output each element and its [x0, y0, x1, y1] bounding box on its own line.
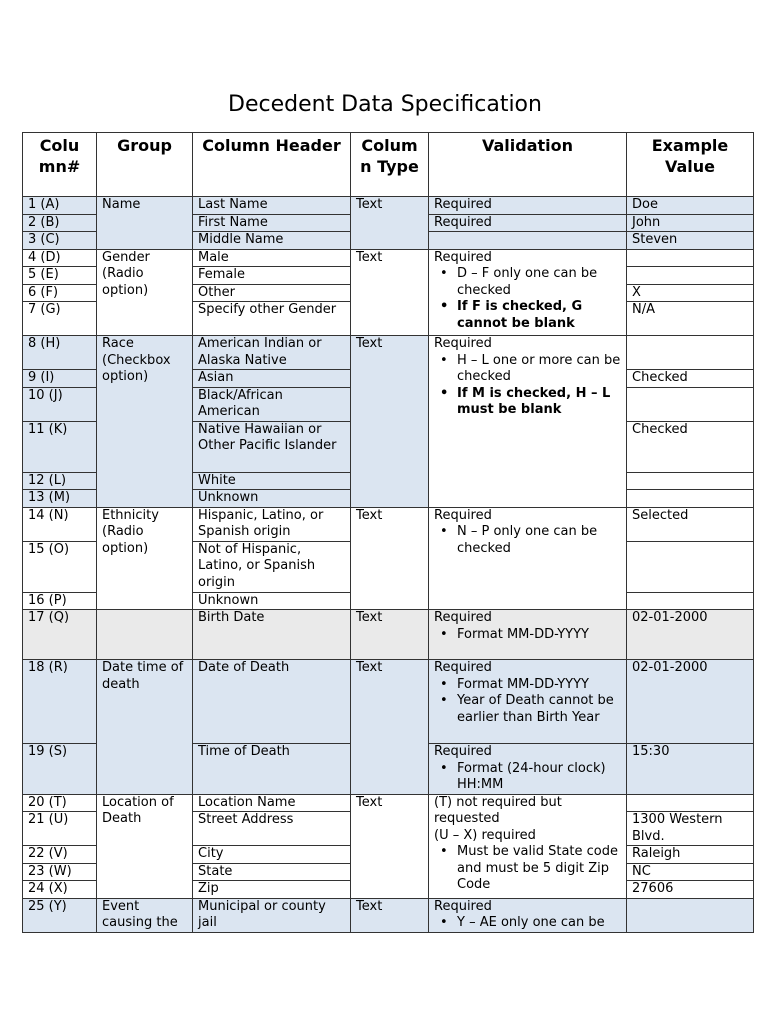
- header-row: [23, 133, 754, 197]
- group-cell: Date time of death: [97, 660, 193, 795]
- validation-bullet: • If F is checked, G cannot be blank: [434, 299, 621, 332]
- example-cell: [627, 267, 754, 285]
- validation-bullet: • Y – AE only one can be: [434, 915, 621, 932]
- example-cell: [627, 794, 754, 812]
- col-number: 5 (E): [23, 267, 97, 285]
- validation-bullet: • D – F only one can be checked: [434, 266, 621, 299]
- example-cell: [627, 249, 754, 267]
- example-cell: 02-01-2000: [627, 610, 754, 660]
- example-cell: Raleigh: [627, 846, 754, 864]
- col-number: 1 (A): [23, 197, 97, 215]
- col-header-type: Colum n Type: [351, 133, 429, 197]
- column-header-cell: White: [193, 472, 351, 490]
- col-number: 17 (Q): [23, 610, 97, 660]
- validation-cell: [429, 232, 627, 250]
- spec-table: [22, 132, 754, 933]
- validation-cell: [429, 794, 627, 898]
- validation-bullet: • H – L one or more can be checked: [434, 353, 621, 386]
- table-row: [23, 249, 754, 267]
- validation-required: Required: [434, 249, 492, 265]
- column-header-cell: Street Address: [193, 812, 351, 846]
- col-number: 9 (I): [23, 370, 97, 388]
- col-number: 23 (W): [23, 863, 97, 881]
- col-number: 14 (N): [23, 507, 97, 541]
- col-header-example: Example Value: [627, 133, 754, 197]
- validation-bullet: • Must be valid State code and must be 5 digit Zip Code: [434, 844, 621, 894]
- column-header-cell: Time of Death: [193, 744, 351, 795]
- column-header-cell: Other: [193, 284, 351, 302]
- col-number: 4 (D): [23, 249, 97, 267]
- col-number: 15 (O): [23, 541, 97, 592]
- col-number: 19 (S): [23, 744, 97, 795]
- group-cell: Location of Death: [97, 794, 193, 898]
- col-number: 21 (U): [23, 812, 97, 846]
- col-number: 18 (R): [23, 660, 97, 744]
- column-header-cell: Asian: [193, 370, 351, 388]
- example-cell: [627, 472, 754, 490]
- validation-cell: [429, 898, 627, 932]
- validation-cell: [429, 507, 627, 610]
- group-cell: Event causing the: [97, 898, 193, 932]
- validation-required: Required: [434, 610, 492, 625]
- column-header-cell: Unknown: [193, 490, 351, 508]
- validation-required: Required: [434, 507, 492, 523]
- validation-cell: Required: [429, 197, 627, 215]
- example-cell: 1300 Western Blvd.: [627, 812, 754, 846]
- example-cell: John: [627, 214, 754, 232]
- table-row: [23, 660, 754, 744]
- col-number: 2 (B): [23, 214, 97, 232]
- column-header-cell: Not of Hispanic, Latino, or Spanish origin: [193, 541, 351, 592]
- col-number: 11 (K): [23, 421, 97, 472]
- example-cell: Selected: [627, 507, 754, 541]
- validation-cell: [429, 744, 627, 795]
- validation-required: Required: [434, 744, 492, 759]
- validation-line: (U – X) required: [434, 827, 536, 843]
- validation-required: Required: [434, 660, 492, 675]
- validation-line: (T) not required but requested: [434, 794, 562, 826]
- validation-cell: [429, 610, 627, 660]
- col-number: 25 (Y): [23, 898, 97, 932]
- validation-cell: [429, 660, 627, 744]
- col-number: 10 (J): [23, 387, 97, 421]
- column-header-cell: Last Name: [193, 197, 351, 215]
- group-cell: Name: [97, 197, 193, 250]
- validation-bullet: • N – P only one can be checked: [434, 524, 621, 557]
- group-cell: Race (Checkbox option): [97, 336, 193, 508]
- column-header-cell: Hispanic, Latino, or Spanish origin: [193, 507, 351, 541]
- column-header-cell: Middle Name: [193, 232, 351, 250]
- example-cell: 02-01-2000: [627, 660, 754, 744]
- column-header-cell: Zip: [193, 881, 351, 899]
- example-cell: Checked: [627, 370, 754, 388]
- table-row: [23, 336, 754, 370]
- col-number: 3 (C): [23, 232, 97, 250]
- type-cell: Text: [351, 249, 429, 336]
- table-row: [23, 507, 754, 541]
- col-number: 7 (G): [23, 302, 97, 336]
- validation-required: Required: [434, 898, 492, 914]
- validation-cell: [429, 336, 627, 508]
- column-header-cell: Municipal or county jail: [193, 898, 351, 932]
- example-cell: 27606: [627, 881, 754, 899]
- validation-bullet: • If M is checked, H – L must be blank: [434, 386, 621, 419]
- column-header-cell: Female: [193, 267, 351, 285]
- type-cell: Text: [351, 336, 429, 508]
- validation-bullet: • Year of Death cannot be earlier than Birth Year: [434, 693, 621, 726]
- example-cell: Doe: [627, 197, 754, 215]
- column-header-cell: City: [193, 846, 351, 864]
- column-header-cell: Unknown: [193, 592, 351, 610]
- col-number: 16 (P): [23, 592, 97, 610]
- table-row: [23, 610, 754, 660]
- example-cell: [627, 592, 754, 610]
- column-header-cell: Male: [193, 249, 351, 267]
- validation-bullet: • Format MM-DD-YYYY: [434, 627, 621, 644]
- col-number: 13 (M): [23, 490, 97, 508]
- group-cell: Gender (Radio option): [97, 249, 193, 336]
- example-cell: 15:30: [627, 744, 754, 795]
- group-cell: Ethnicity (Radio option): [97, 507, 193, 610]
- example-cell: X: [627, 284, 754, 302]
- example-cell: Steven: [627, 232, 754, 250]
- col-number: 24 (X): [23, 881, 97, 899]
- table-row: [23, 197, 754, 215]
- type-cell: Text: [351, 660, 429, 795]
- table-row: [23, 898, 754, 932]
- example-cell: Checked: [627, 421, 754, 472]
- col-number: 12 (L): [23, 472, 97, 490]
- column-header-cell: American Indian or Alaska Native: [193, 336, 351, 370]
- column-header-cell: Specify other Gender: [193, 302, 351, 336]
- column-header-cell: First Name: [193, 214, 351, 232]
- example-cell: [627, 336, 754, 370]
- type-cell: Text: [351, 794, 429, 898]
- type-cell: Text: [351, 197, 429, 250]
- example-cell: [627, 387, 754, 421]
- col-number: 6 (F): [23, 284, 97, 302]
- validation-required: Required: [434, 336, 492, 351]
- col-header-column-header: Column Header: [193, 133, 351, 197]
- validation-cell: Required: [429, 214, 627, 232]
- type-cell: Text: [351, 610, 429, 660]
- col-header-validation: Validation: [429, 133, 627, 197]
- example-cell: [627, 490, 754, 508]
- col-number: 20 (T): [23, 794, 97, 812]
- column-header-cell: Date of Death: [193, 660, 351, 744]
- validation-cell: [429, 249, 627, 336]
- col-header-group: Group: [97, 133, 193, 197]
- example-cell: [627, 541, 754, 592]
- type-cell: Text: [351, 898, 429, 932]
- col-number: 22 (V): [23, 846, 97, 864]
- column-header-cell: Birth Date: [193, 610, 351, 660]
- type-cell: Text: [351, 507, 429, 610]
- col-header-number: Colu mn#: [23, 133, 97, 197]
- example-cell: N/A: [627, 302, 754, 336]
- example-cell: [627, 898, 754, 932]
- column-header-cell: State: [193, 863, 351, 881]
- column-header-cell: Native Hawaiian or Other Pacific Islander: [193, 421, 351, 472]
- column-header-cell: Black/African American: [193, 387, 351, 421]
- example-cell: NC: [627, 863, 754, 881]
- validation-bullet: • Format (24-hour clock) HH:MM: [434, 761, 621, 794]
- validation-bullet: • Format MM-DD-YYYY: [434, 677, 621, 694]
- table-row: [23, 794, 754, 812]
- page-title: Decedent Data Specification: [228, 92, 542, 117]
- group-cell: [97, 610, 193, 660]
- col-number: 8 (H): [23, 336, 97, 370]
- column-header-cell: Location Name: [193, 794, 351, 812]
